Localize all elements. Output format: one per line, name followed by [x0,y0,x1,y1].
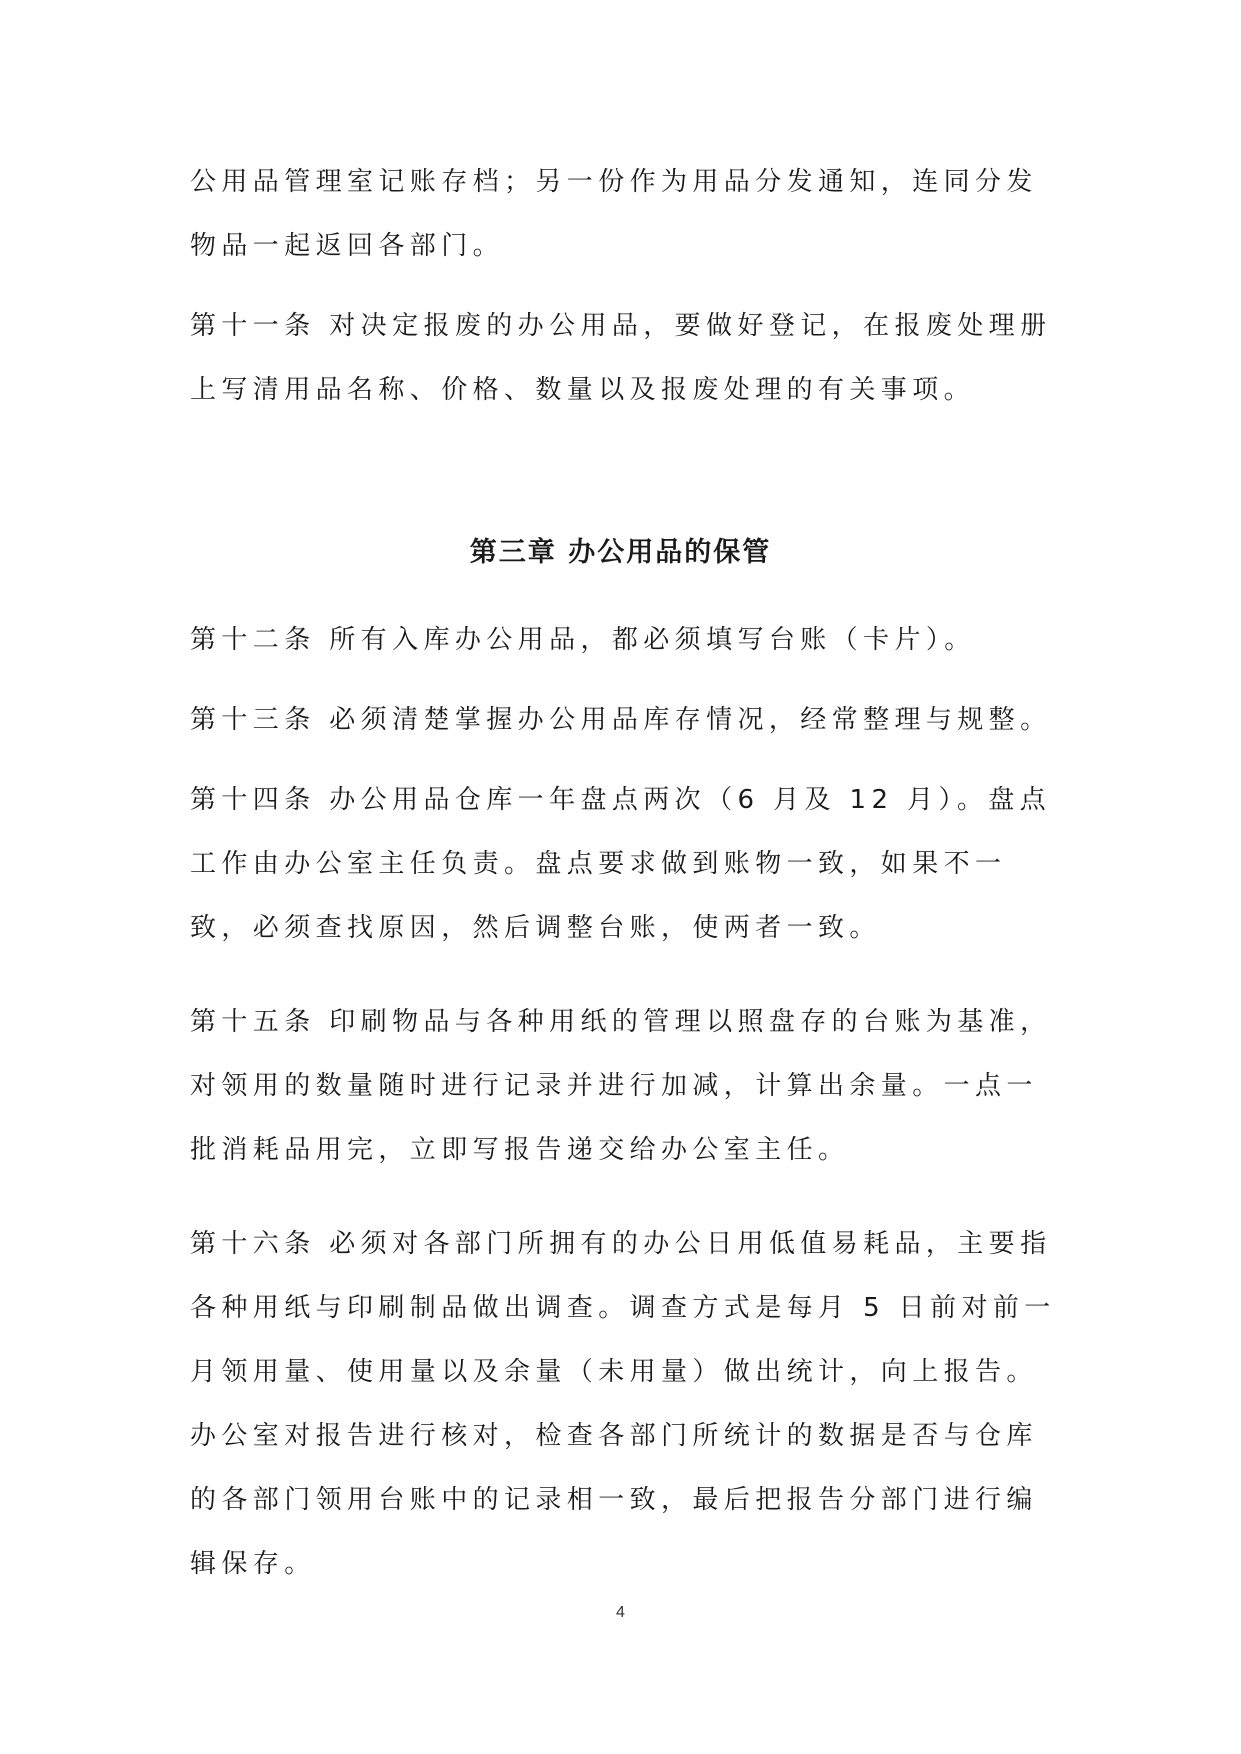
paragraph-article-11: 第十一条 对决定报废的办公用品，要做好登记，在报废处理册上写清用品名称、价格、数量以及报废处理的有关事项。 [190,311,1052,405]
paragraph-continued: 公用品管理室记账存档；另一份作为用品分发通知，连同分发物品一起返回各部门。 [190,167,1038,261]
paragraph-article-13: 第十三条 必须清楚掌握办公用品库存情况，经常整理与规整。 [190,705,1052,735]
chapter-title: 第三章 办公用品的保管 [469,537,772,568]
page-number: 4 [616,1604,625,1621]
paragraph-article-14: 第十四条 办公用品仓库一年盘点两次（6 月及 12 月）。盘点工作由办公室主任负责。盘点要求做到账物一致，如果不一致，必须查找原因，然后调整台账，使两者一致。 [190,785,1052,943]
paragraph-article-12: 第十二条 所有入库办公用品，都必须填写台账（卡片）。 [190,625,976,655]
paragraph-article-15: 第十五条 印刷物品与各种用纸的管理以照盘存的台账为基准，对领用的数量随时进行记录并进行加减，计算出余量。一点一批消耗品用完，立即写报告递交给办公室主任。 [190,1007,1052,1165]
paragraph-article-16: 第十六条 必须对各部门所拥有的办公日用低值易耗品，主要指各种用纸与印刷制品做出调查。调查方式是每月 5 日前对前一月领用量、使用量以及余量（未用量）做出统计，向上报告。办公室对报告进行核对，检查各部门所统计的数据是否与仓库的各部门领用台账中的记录相一致，最后把报告分部门进行编辑保存。 [190,1229,1056,1579]
